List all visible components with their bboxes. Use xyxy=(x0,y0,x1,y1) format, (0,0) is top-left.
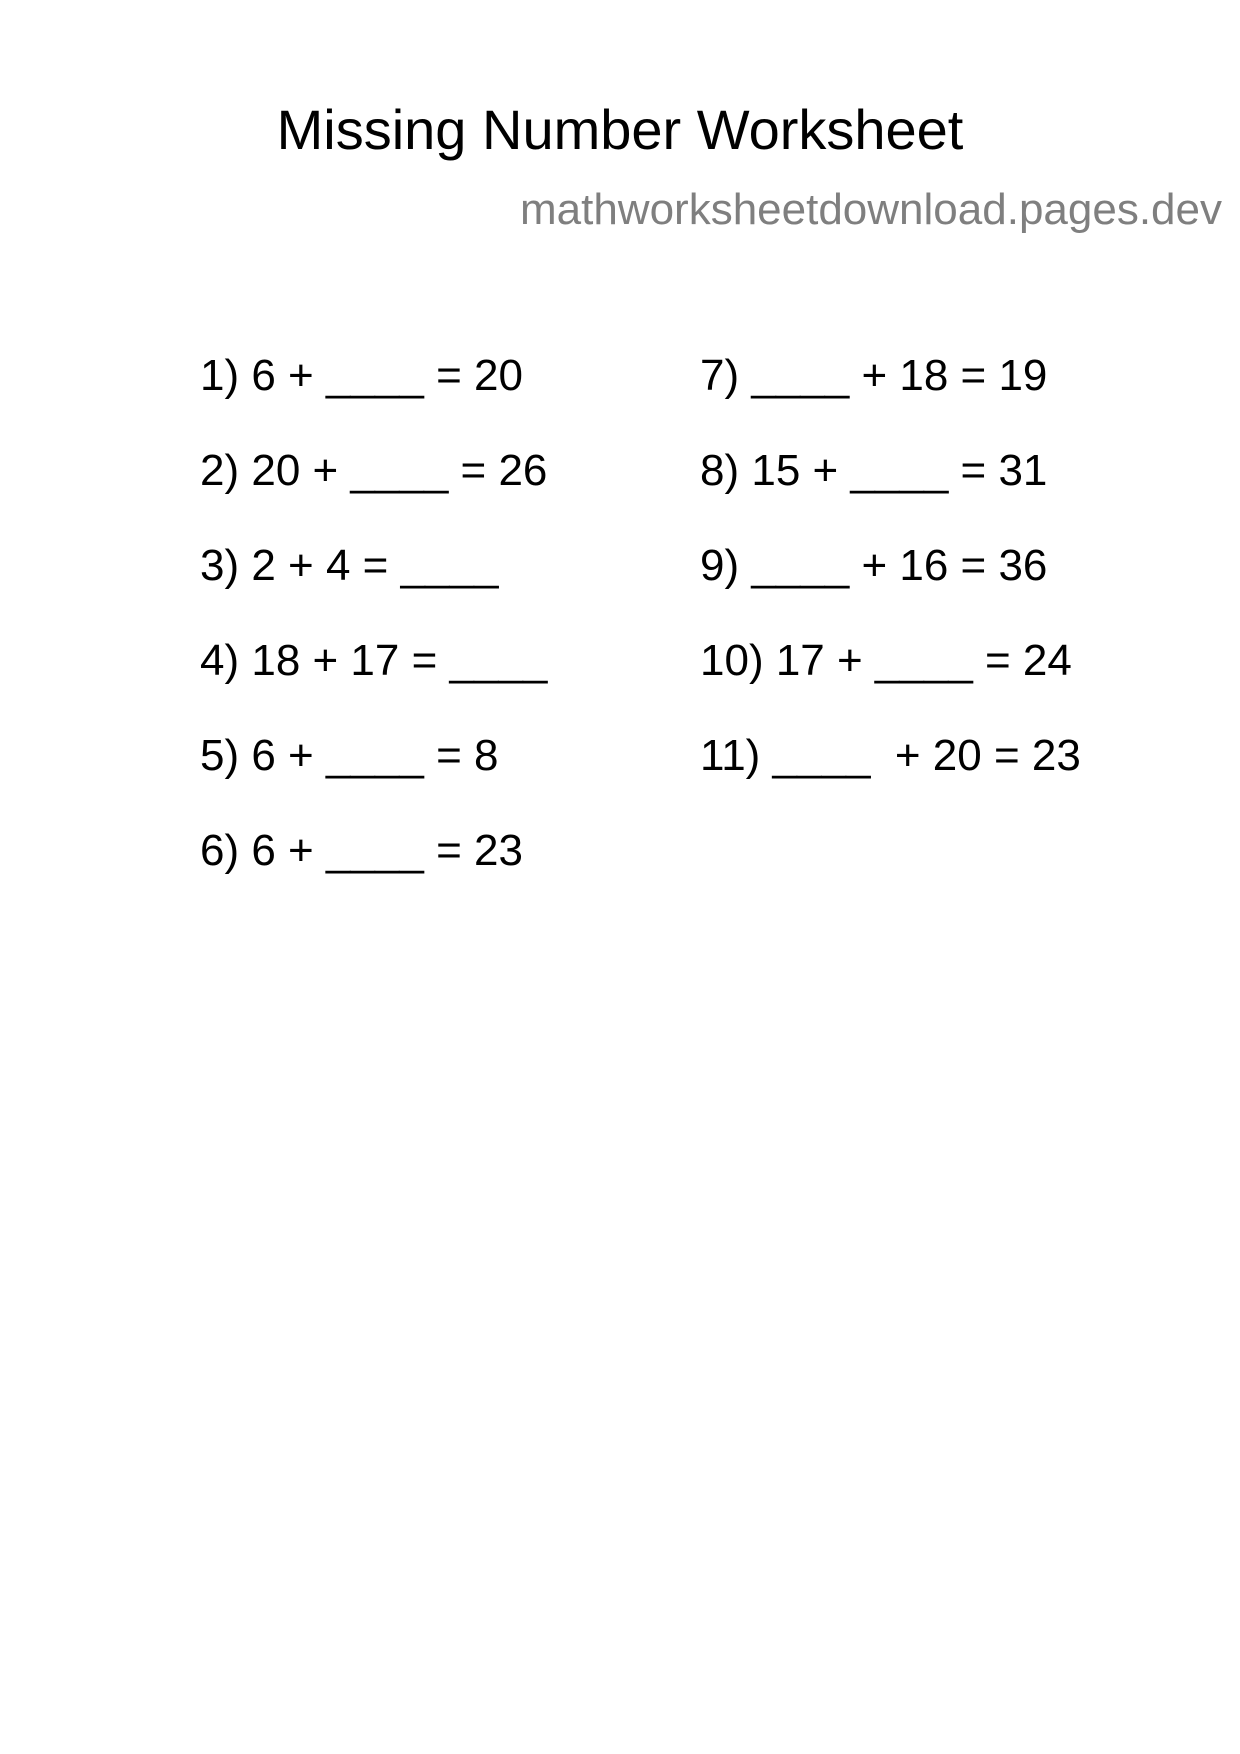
problem-8: 8) 15 + ____ = 31 xyxy=(700,446,1048,495)
problem-7: 7) ____ + 18 = 19 xyxy=(700,351,1048,400)
problem-5: 5) 6 + ____ = 8 xyxy=(200,731,499,780)
problem-column-left xyxy=(200,350,547,920)
problem-6: 6) 6 + ____ = 23 xyxy=(200,826,523,875)
problem-4: 4) 18 + 17 = ____ xyxy=(200,636,548,685)
problem-column-right xyxy=(700,350,1081,825)
problem-3: 3) 2 + 4 = ____ xyxy=(200,541,499,590)
problem-grid xyxy=(200,350,1100,910)
problem-10: 10) 17 + ____ = 24 xyxy=(700,636,1072,685)
page-title: Missing Number Worksheet xyxy=(276,98,964,161)
source-url: mathworksheetdownload.pages.dev xyxy=(519,185,1222,234)
problem-2: 2) 20 + ____ = 26 xyxy=(200,446,548,495)
problem-9: 9) ____ + 16 = 36 xyxy=(700,541,1048,590)
problem-11: 11) ____ + 20 = 23 xyxy=(700,731,1081,780)
problem-1: 1) 6 + ____ = 20 xyxy=(200,351,523,400)
